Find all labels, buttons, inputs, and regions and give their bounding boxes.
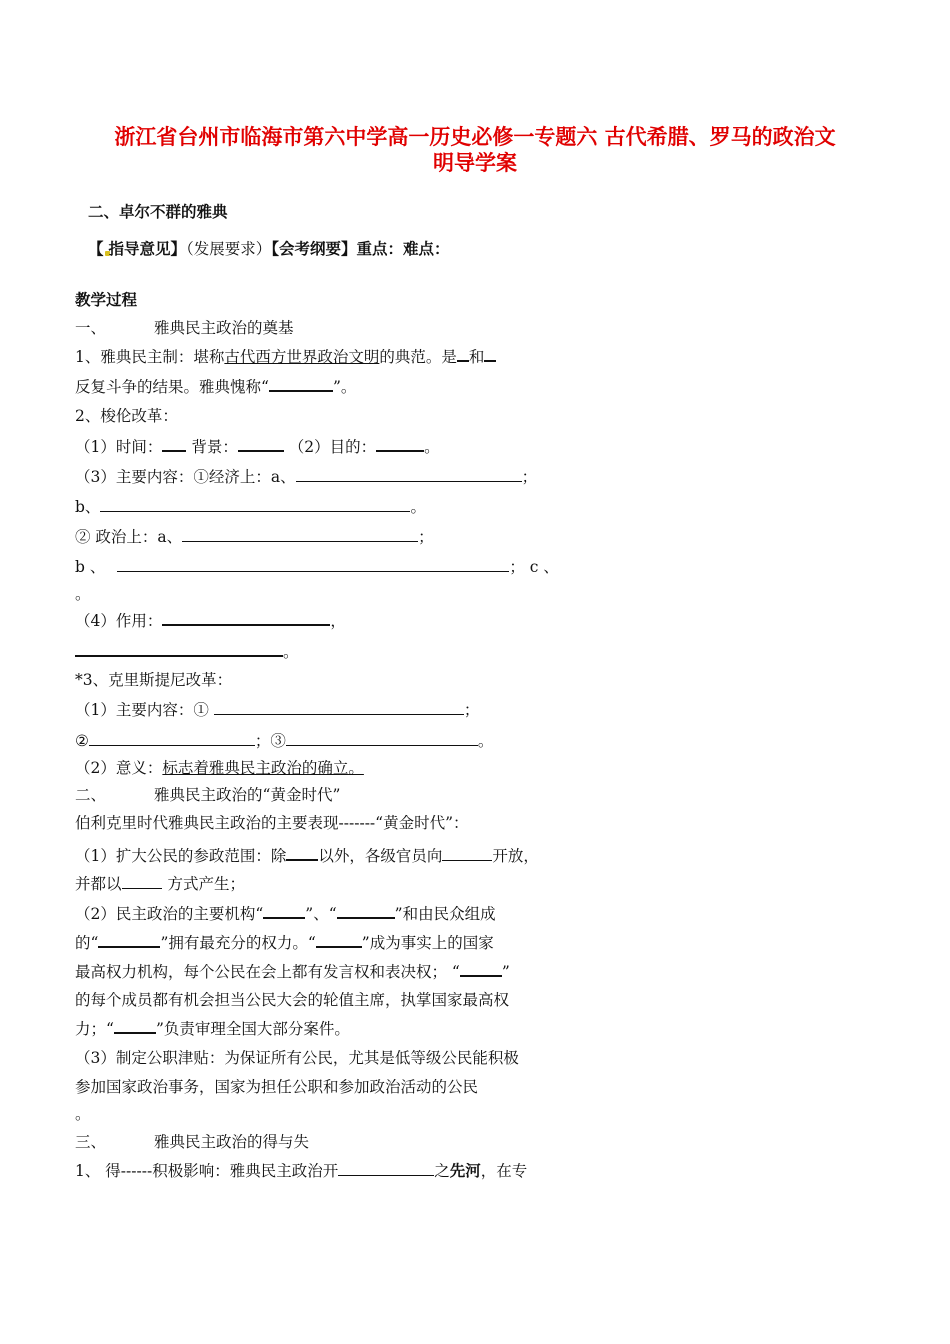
bracket-open: 【 — [88, 239, 104, 258]
p2-text-7: 最高权力机构，每个公民在会上都有发言权和表决权； “ — [75, 963, 460, 981]
blank[interactable] — [484, 346, 496, 362]
blank[interactable] — [296, 467, 522, 482]
blank[interactable] — [182, 527, 418, 542]
blank[interactable] — [100, 497, 410, 512]
blank[interactable] — [117, 557, 509, 572]
part1-heading — [75, 318, 294, 338]
p2-text-2: ”、“ — [305, 905, 337, 923]
q2-4-line-2 — [75, 641, 299, 662]
blank[interactable] — [376, 436, 424, 452]
blank[interactable] — [98, 932, 160, 948]
guidance-requirement: （发展要求） — [186, 240, 272, 258]
part3-q1-bold: 先河 — [449, 1161, 481, 1180]
q2-1-background: 背景： — [191, 438, 238, 456]
part2-p1-line-2 — [75, 874, 245, 894]
blank[interactable] — [75, 641, 283, 657]
q1-underlined: 古代西方世界政治文明 — [224, 348, 380, 366]
q2-3-end: ； — [521, 468, 538, 486]
blank[interactable] — [238, 436, 284, 452]
p1-text: （1）扩大公民的参政范围：除 — [75, 847, 287, 865]
part2-p3-line: （3）制定公职津贴：为保证所有公民，尤其是低等级公民能积极 — [75, 1049, 519, 1067]
q3-1-line — [75, 700, 479, 720]
part3-q1-text-2: 之 — [434, 1162, 450, 1180]
p2-text-3: ”和由民众组成 — [394, 905, 496, 923]
q2-4-text: （4）作用： — [75, 612, 163, 630]
part2-p3-line-2: 参加国家政治事务，国家为担任公职和参加政治活动的公民 — [75, 1078, 479, 1096]
part2-p2-line-3 — [75, 961, 510, 982]
political-bc-line — [75, 557, 559, 577]
part2-title: 雅典民主政治的“黄金时代” — [154, 786, 341, 804]
part3-q1-text-3: ，在专 — [480, 1162, 528, 1180]
p1-text-4: 并都以 — [75, 875, 122, 893]
blank[interactable] — [286, 731, 478, 746]
blank[interactable] — [114, 1018, 156, 1034]
exam-outline-label: 【会考纲要】重点：难点： — [271, 239, 450, 258]
q3-1-text: （1）主要内容：① — [75, 701, 209, 719]
p1-text-5: 方式产生； — [167, 875, 246, 893]
blank[interactable] — [457, 346, 469, 362]
blank[interactable] — [460, 961, 502, 977]
q3-meaning-label: （2）意义： — [75, 759, 163, 777]
q1-text-2: 的典范。是 — [379, 348, 457, 366]
page-title-line-1: 浙江省台州市临海市第六中学高一历史必修一专题六 古代希腊、罗马的政治文 — [114, 125, 836, 149]
p2-text: （2）民主政治的主要机构“ — [75, 905, 264, 923]
p2-text-4: 的“ — [75, 934, 99, 952]
q2-1-time: （1）时间： — [75, 438, 163, 456]
part3-q1-line — [75, 1161, 527, 1181]
q2-3-line — [75, 467, 537, 487]
q1-text-4: 反复斗争的结果。雅典愧称“ — [75, 378, 269, 396]
part2-p2-line-5 — [75, 1018, 350, 1039]
part2-heading — [75, 785, 340, 805]
q1-line-2 — [75, 376, 356, 397]
lone-period: 。 — [75, 585, 91, 603]
political-c: ； c 、 — [509, 558, 559, 576]
blank[interactable] — [269, 376, 333, 392]
blank[interactable] — [442, 846, 492, 861]
part2-p2-line-2 — [75, 932, 494, 953]
part2-p3-line-3: 。 — [75, 1105, 91, 1123]
part2-intro: 伯利克里时代雅典民主政治的主要表现-------“黄金时代”： — [75, 814, 469, 832]
q1-text: 1、雅典民主制：堪称 — [75, 348, 225, 366]
blank[interactable] — [337, 903, 395, 919]
q3-circle-2: ② — [75, 732, 89, 750]
q2-heading: 2、梭伦改革： — [75, 407, 178, 425]
process-heading: 教学过程 — [75, 290, 138, 309]
p2-text-6: ”成为事实上的国家 — [361, 934, 494, 952]
q3-2-line — [75, 731, 493, 751]
q3-meaning-line — [75, 758, 364, 778]
q3-end: 。 — [477, 732, 494, 750]
q2-1-end: 。 — [424, 438, 440, 456]
part1-number: 一、 — [75, 319, 107, 337]
q1-text-5: ”。 — [332, 378, 357, 396]
part1-title: 雅典民主政治的奠基 — [154, 319, 294, 337]
part3-title: 雅典民主政治的得与失 — [154, 1133, 310, 1151]
blank[interactable] — [122, 874, 162, 889]
q2-3-text: （3）主要内容：①经济上：a、 — [75, 468, 296, 486]
q1-text-3: 和 — [468, 348, 485, 366]
political-b: b 、 — [75, 558, 106, 576]
section-heading: 二、卓尔不群的雅典 — [88, 202, 228, 221]
blank[interactable] — [263, 903, 305, 919]
blank[interactable] — [316, 932, 362, 948]
part3-q1-text: 1、 得------积极影响：雅典民主政治开 — [75, 1162, 339, 1180]
q3-heading: *3、克里斯提尼改革： — [75, 671, 233, 689]
political-a: ② 政治上：a、 — [75, 528, 183, 546]
p2-text-10: ”负责审理全国大部分案件。 — [155, 1020, 350, 1038]
political-end: ； — [418, 528, 434, 546]
q1-line — [75, 346, 496, 367]
q3-circle-3: ；③ — [254, 732, 286, 750]
period: 。 — [410, 498, 426, 516]
q2-1-purpose: （2）目的： — [288, 438, 377, 456]
blank[interactable] — [338, 1161, 434, 1176]
p2-text-9: 力；“ — [75, 1020, 114, 1038]
part3-number: 三、 — [75, 1133, 107, 1151]
part2-p2-line-4: 的每个成员都有机会担当公民大会的轮值主席，执掌国家最高权 — [75, 991, 510, 1009]
part2-p1-line — [75, 845, 539, 866]
blank[interactable] — [89, 731, 255, 746]
p2-text-5: ”拥有最充分的权力。“ — [160, 934, 316, 952]
political-line — [75, 527, 434, 547]
part3-heading — [75, 1132, 309, 1152]
guidance-line — [88, 239, 450, 259]
blank[interactable] — [162, 436, 186, 452]
q3-meaning-text: 标志着雅典民主政治的确立。 — [162, 759, 364, 777]
part2-p2-line — [75, 903, 496, 924]
q2-4-comma: ， — [330, 612, 346, 630]
q2-4-line — [75, 610, 346, 631]
part2-number: 二、 — [75, 786, 107, 804]
page-title-line-2: 明导学案 — [433, 151, 517, 175]
item-b-label: b、 — [75, 498, 101, 516]
q2-1-line — [75, 436, 440, 457]
p1-text-2: 以外，各级官员向 — [318, 847, 443, 865]
q2-3b-line — [75, 497, 426, 517]
guidance-label: 指导意见】 — [108, 239, 187, 258]
p1-text-3: 开放， — [492, 847, 539, 865]
blank[interactable] — [214, 700, 464, 715]
q3-1-end: ； — [463, 701, 480, 719]
p2-text-8: ” — [501, 963, 510, 981]
period: 。 — [283, 643, 299, 661]
blank[interactable] — [162, 610, 330, 626]
blank[interactable] — [286, 845, 318, 861]
